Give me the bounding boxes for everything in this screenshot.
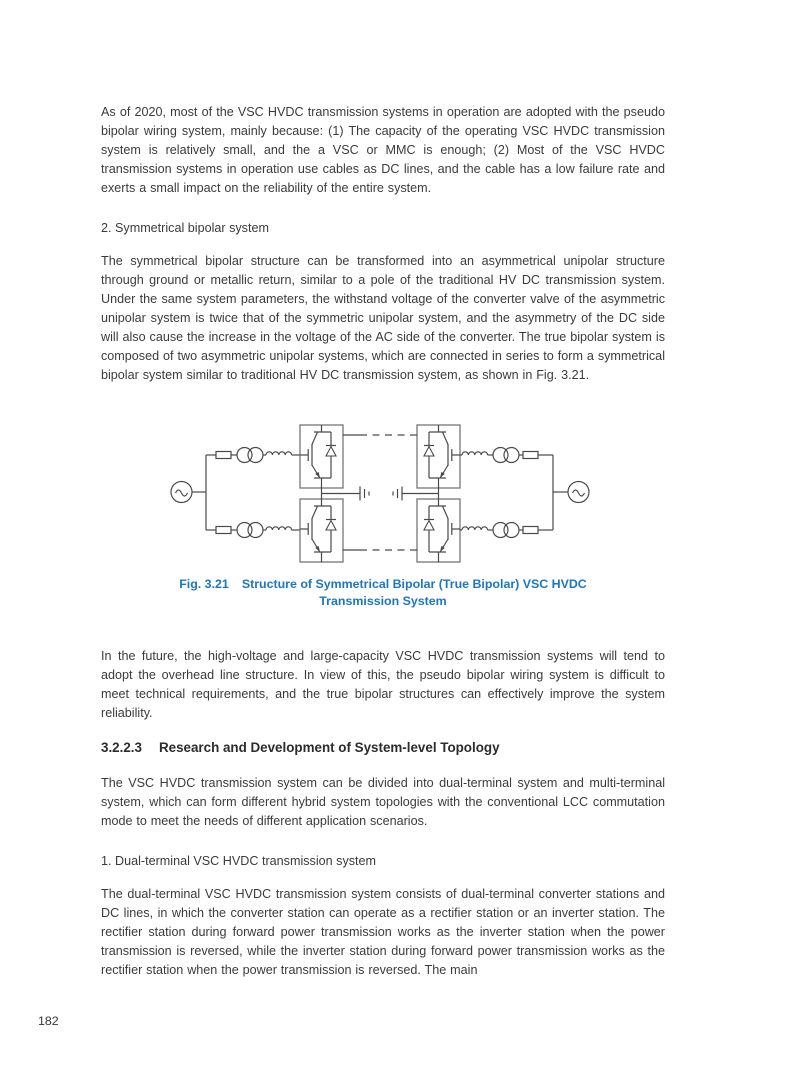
ground-icon xyxy=(393,487,402,501)
breaker-icon xyxy=(523,527,538,534)
reactor-icon xyxy=(462,452,488,455)
section-heading xyxy=(101,738,665,758)
breaker-icon xyxy=(216,452,231,459)
reactor-icon xyxy=(266,452,292,455)
paragraph-system-division: The VSC HVDC transmission system can be divided into dual-terminal system and multi-terminal system, which can form different hybrid system topologies with the conventional LCC commutation mode to meet the needs of different application scenarios. xyxy=(101,776,665,828)
circuit-diagram-symmetrical-bipolar xyxy=(163,415,603,567)
paragraph-intro: As of 2020, most of the VSC HVDC transmission systems in operation are adopted with the pseudo bipolar wiring system, mainly because: (1) The capacity of the operating VSC HVDC transmission system is relatively small, and the a VSC or MMC is enough; (2) Most of the VSC HVDC transmission systems in operation use cables as DC lines, and the cable has a low failure rate and exerts a small impact on the reliability of the entire system. xyxy=(101,105,665,195)
paragraph-symmetrical-bipolar: The symmetrical bipolar structure can be transformed into an asymmetrical unipolar structure through ground or metallic return, similar to a pole of the traditional HV DC transmission system. Under the same system parameters, the withstand voltage of the converter valve of the asymmetric unipolar system is twice that of the symmetric unipolar system, and the asymmetry of the DC side will also cause the increase in the voltage of the AC side of the converter. The true bipolar system is composed of two asymmetric unipolar systems, which are connected in series to form a symmetrical bipolar system similar to traditional HV DC transmission system, as shown in Fig. 3.21. xyxy=(101,254,665,382)
transformer-icon xyxy=(237,523,263,538)
ground-icon xyxy=(360,487,369,501)
ac-source-right-icon xyxy=(568,482,589,503)
breaker-icon xyxy=(216,527,231,534)
transformer-icon xyxy=(237,448,263,463)
figure-caption-label: Fig. 3.21 xyxy=(179,577,229,591)
paragraph-future-trend: In the future, the high-voltage and large-capacity VSC HVDC transmission systems will tend to adopt the overhead line structure. In view of this, the pseudo bipolar wiring system is difficult to meet technical requirements, and the true bipolar structures can effectively improve the system reliability. xyxy=(101,649,665,720)
converter-valve-icon xyxy=(300,499,343,562)
ac-source-left-icon xyxy=(171,482,192,503)
page-number: 182 xyxy=(38,1014,59,1028)
section-heading-title: Research and Development of System-level Topology xyxy=(158,740,500,755)
reactor-icon xyxy=(266,527,292,530)
transformer-icon xyxy=(493,448,519,463)
figure-caption-title: Structure of Symmetrical Bipolar (True Bipolar) VSC HVDC Transmission System xyxy=(241,577,587,608)
figure-caption xyxy=(152,576,614,610)
text-column xyxy=(101,0,665,980)
reactor-icon xyxy=(462,527,488,530)
paragraph-dual-terminal: The dual-terminal VSC HVDC transmission system consists of dual-terminal converter stations and DC lines, in which the converter station can operate as a rectifier station or an inverter station. The rectifier station during forward power transmission works as the inverter station when the power transmission is reversed, while the inverter station during forward power transmission works as the rectifier station when the power transmission is reversed. The main xyxy=(101,887,665,977)
section-heading-number: 3.2.2.3 xyxy=(101,740,142,755)
list-item-dual-terminal: 1. Dual-terminal VSC HVDC transmission system xyxy=(101,854,377,868)
list-item-symmetrical-bipolar: 2. Symmetrical bipolar system xyxy=(101,221,269,235)
transformer-icon xyxy=(493,523,519,538)
figure-3-21 xyxy=(101,415,665,610)
breaker-icon xyxy=(523,452,538,459)
converter-valve-icon xyxy=(417,425,460,488)
converter-valve-icon xyxy=(300,425,343,488)
converter-valve-icon xyxy=(417,499,460,562)
